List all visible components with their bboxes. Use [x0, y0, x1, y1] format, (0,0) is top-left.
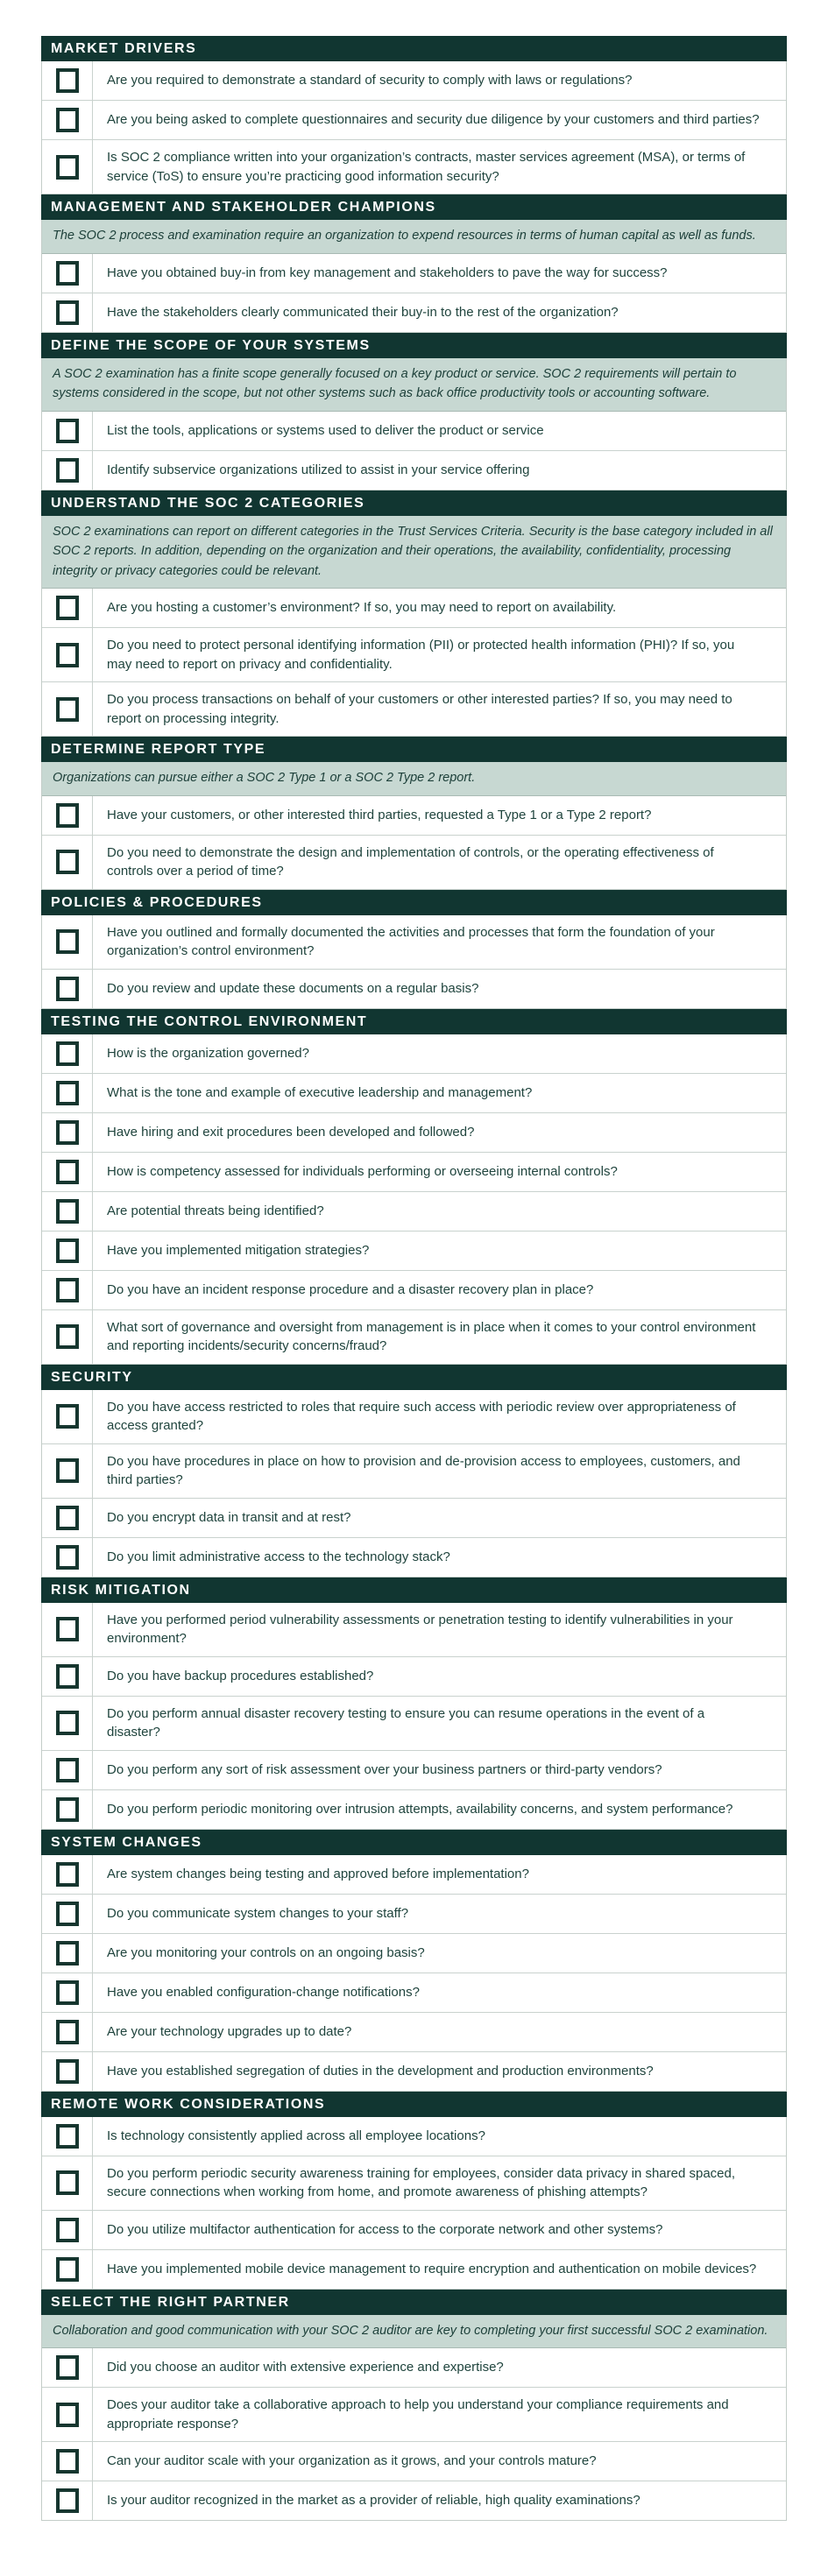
question-label: Have you performed period vulnerability assessments or penetration testing to identify vulnerabilities in your environment?	[107, 1612, 733, 1646]
checkbox[interactable]	[56, 1404, 79, 1429]
section	[42, 1365, 786, 1577]
checkbox[interactable]	[56, 929, 79, 954]
checkbox-cell	[42, 2052, 93, 2091]
checklist-row	[42, 293, 786, 333]
checkbox[interactable]	[56, 1902, 79, 1926]
checkbox[interactable]	[56, 1199, 79, 1224]
question-text	[93, 1192, 786, 1231]
question-label: Do you perform any sort of risk assessment over your business partners or third-party vendors?	[107, 1761, 662, 1777]
checkbox-cell	[42, 1499, 93, 1537]
checkbox-cell	[42, 1538, 93, 1577]
question-label: Have you implemented mitigation strategies?	[107, 1242, 370, 1258]
checkbox-cell	[42, 1310, 93, 1364]
section	[42, 194, 786, 333]
question-text	[93, 1538, 786, 1577]
checkbox-cell	[42, 1444, 93, 1498]
question-text	[93, 2156, 786, 2210]
page	[0, 36, 828, 2521]
question-label: Are system changes being testing and approved before implementation?	[107, 1866, 529, 1881]
question-label: Do you encrypt data in transit and at rest?	[107, 1509, 351, 1525]
question-text	[93, 1603, 786, 1656]
checklist-row	[42, 915, 786, 970]
checklist-row	[42, 101, 786, 140]
checkbox[interactable]	[56, 300, 79, 325]
checkbox-cell	[42, 1192, 93, 1231]
checklist-row	[42, 2156, 786, 2211]
checklist-row	[42, 1895, 786, 1934]
question-text	[93, 628, 786, 681]
section-header: MARKET DRIVERS	[41, 36, 787, 61]
question-text	[93, 1697, 786, 1750]
checkbox-cell	[42, 1271, 93, 1309]
checklist-row	[42, 682, 786, 737]
checklist-row	[42, 61, 786, 101]
checklist-row	[42, 2442, 786, 2481]
checkbox[interactable]	[56, 803, 79, 828]
section-intro: Organizations can pursue either a SOC 2 Type 1 or a SOC 2 Type 2 report.	[42, 762, 786, 796]
question-label: Does your auditor take a collaborative approach to help you understand your compliance requirements and appropriate response?	[107, 2397, 729, 2431]
checkbox[interactable]	[56, 2257, 79, 2282]
checklist-row	[42, 1934, 786, 1973]
checklist-row	[42, 970, 786, 1009]
checkbox[interactable]	[56, 108, 79, 132]
checkbox[interactable]	[56, 1617, 79, 1641]
checkbox-cell	[42, 1113, 93, 1152]
question-text	[93, 451, 786, 490]
checkbox[interactable]	[56, 1797, 79, 1822]
section-header: MANAGEMENT AND STAKEHOLDER CHAMPIONS	[41, 194, 787, 220]
section-intro: The SOC 2 process and examination require an organization to expend resources in terms of human capital as well as funds.	[42, 220, 786, 254]
question-label: Can your auditor scale with your organization as it grows, and your controls mature?	[107, 2453, 597, 2469]
checkbox-cell	[42, 970, 93, 1008]
checkbox[interactable]	[56, 1506, 79, 1530]
checkbox-cell	[42, 2481, 93, 2520]
checkbox-cell	[42, 293, 93, 332]
checkbox-cell	[42, 2348, 93, 2387]
checkbox-cell	[42, 2156, 93, 2210]
checkbox-cell	[42, 1034, 93, 1073]
question-label: Is SOC 2 compliance written into your organization’s contracts, master services agreement (MSA), or terms of service (ToS) to ensure you’re practicing good information security?	[107, 150, 746, 184]
section	[42, 890, 786, 1009]
checkbox-cell	[42, 451, 93, 490]
checkbox[interactable]	[56, 419, 79, 443]
checkbox[interactable]	[56, 2449, 79, 2474]
checkbox[interactable]	[56, 1081, 79, 1105]
question-label: Do you utilize multifactor authentication for access to the corporate network and other systems?	[107, 2221, 663, 2237]
checkbox-cell	[42, 1657, 93, 1696]
checkbox-cell	[42, 254, 93, 293]
question-text	[93, 293, 786, 332]
question-text	[93, 589, 786, 627]
checklist-row	[42, 2250, 786, 2290]
checkbox-cell	[42, 915, 93, 969]
checkbox[interactable]	[56, 1758, 79, 1782]
checklist-row	[42, 1657, 786, 1697]
checklist-row	[42, 2052, 786, 2092]
checklist-row	[42, 2388, 786, 2442]
section-header: SECURITY	[41, 1365, 787, 1390]
question-text	[93, 1310, 786, 1364]
section-intro: SOC 2 examinations can report on different categories in the Trust Services Criteria. Security is the base category included in all SOC 2 reports. In addition, depending on the organization and their operations, the availability, confidentiality, processing integrity or privacy categories could be relevant.	[42, 516, 786, 589]
section-header: REMOTE WORK CONSIDERATIONS	[41, 2092, 787, 2117]
checkbox-cell	[42, 61, 93, 100]
checklist-row	[42, 796, 786, 836]
checklist-row	[42, 1973, 786, 2013]
checkbox[interactable]	[56, 596, 79, 620]
question-text	[93, 1657, 786, 1696]
checklist-row	[42, 2013, 786, 2052]
question-label: Do you have access restricted to roles that require such access with periodic review over appropriateness of access granted?	[107, 1399, 736, 1433]
checkbox[interactable]	[56, 2059, 79, 2084]
question-label: Do you perform periodic security awareness training for employees, consider data privacy in shared spaced, secure connections when working from home, and promote awareness of phishing attempts?	[107, 2165, 736, 2199]
question-label: Have the stakeholders clearly communicated their buy-in to the rest of the organization?	[107, 304, 619, 320]
question-text	[93, 915, 786, 969]
checkbox-cell	[42, 1751, 93, 1789]
question-text	[93, 682, 786, 736]
checklist-row	[42, 1034, 786, 1074]
section	[42, 737, 786, 890]
question-label: Is your auditor recognized in the market as a provider of reliable, high quality examinations?	[107, 2493, 640, 2509]
question-label: Are you required to demonstrate a standard of security to comply with laws or regulations?	[107, 73, 633, 88]
section	[42, 36, 786, 194]
question-text	[93, 2013, 786, 2051]
checkbox[interactable]	[56, 1120, 79, 1145]
checkbox[interactable]	[56, 1041, 79, 1066]
section-intro: A SOC 2 examination has a finite scope generally focused on a key product or service. SOC 2 requirements will pertain to systems considered in the scope, but not other systems such as back office productivity tools or accounting software.	[42, 358, 786, 412]
section	[42, 1830, 786, 2092]
checklist-row	[42, 1499, 786, 1538]
question-label: Identify subservice organizations utilized to assist in your service offering	[107, 462, 530, 477]
question-text	[93, 1232, 786, 1270]
checkbox[interactable]	[56, 977, 79, 1001]
checkbox[interactable]	[56, 2020, 79, 2044]
checkbox[interactable]	[56, 458, 79, 483]
question-text	[93, 1895, 786, 1933]
checkbox-cell	[42, 589, 93, 627]
checklist-row	[42, 2211, 786, 2250]
checkbox-cell	[42, 2388, 93, 2441]
checkbox-cell	[42, 836, 93, 889]
checkbox-cell	[42, 682, 93, 736]
question-label: Do you review and update these documents on a regular basis?	[107, 980, 479, 996]
checkbox-cell	[42, 1973, 93, 2012]
question-text	[93, 2052, 786, 2091]
section	[42, 333, 786, 490]
question-text	[93, 2348, 786, 2387]
checkbox[interactable]	[56, 697, 79, 722]
checklist-row	[42, 140, 786, 194]
checklist-row	[42, 1153, 786, 1192]
checklist-row	[42, 2117, 786, 2156]
checklist-row	[42, 589, 786, 628]
checkbox-cell	[42, 1074, 93, 1112]
checklist-row	[42, 836, 786, 890]
question-text	[93, 2117, 786, 2156]
question-label: Do you need to protect personal identifying information (PII) or protected health information (PHI)? If so, you may need to report on privacy and confidentiality.	[107, 638, 735, 672]
checklist-row	[42, 1697, 786, 1751]
checklist-row	[42, 1271, 786, 1310]
checklist-row	[42, 1390, 786, 1444]
checkbox-cell	[42, 1934, 93, 1973]
question-label: Are potential threats being identified?	[107, 1203, 324, 1218]
checkbox[interactable]	[56, 1711, 79, 1735]
question-text	[93, 2250, 786, 2289]
question-text	[93, 1153, 786, 1191]
checklist-row	[42, 1074, 786, 1113]
checkbox[interactable]	[56, 850, 79, 874]
question-label: List the tools, applications or systems used to deliver the product or service	[107, 422, 544, 438]
question-label: Did you choose an auditor with extensive experience and expertise?	[107, 2360, 504, 2375]
checklist-row	[42, 1538, 786, 1577]
checklist-row	[42, 1232, 786, 1271]
checkbox-cell	[42, 412, 93, 450]
checkbox[interactable]	[56, 2355, 79, 2380]
question-text	[93, 1751, 786, 1789]
checkbox-cell	[42, 2211, 93, 2249]
section	[42, 490, 786, 738]
checkbox[interactable]	[56, 1458, 79, 1483]
checkbox[interactable]	[56, 643, 79, 667]
checkbox-cell	[42, 2442, 93, 2481]
question-text	[93, 1934, 786, 1973]
question-text	[93, 1790, 786, 1829]
checkbox[interactable]	[56, 1664, 79, 1689]
question-label: Do you limit administrative access to the technology stack?	[107, 1549, 450, 1564]
checkbox[interactable]	[56, 2124, 79, 2149]
checklist-row	[42, 254, 786, 293]
question-text	[93, 796, 786, 835]
checkbox-cell	[42, 1153, 93, 1191]
section-header: DETERMINE REPORT TYPE	[41, 737, 787, 762]
checkbox[interactable]	[56, 1980, 79, 2005]
question-label: What is the tone and example of executive leadership and management?	[107, 1084, 533, 1100]
section-header: TESTING THE CONTROL ENVIRONMENT	[41, 1009, 787, 1034]
question-label: Are you being asked to complete questionnaires and security due diligence by your customers and third parties?	[107, 112, 760, 128]
question-text	[93, 2211, 786, 2249]
question-text	[93, 1855, 786, 1894]
question-label: Have you outlined and formally documented the activities and processes that form the foundation of your organization’s control environment?	[107, 924, 715, 958]
checkbox[interactable]	[56, 1239, 79, 1263]
checkbox[interactable]	[56, 2488, 79, 2513]
question-text	[93, 2481, 786, 2520]
checkbox[interactable]	[56, 155, 79, 180]
checklist-row	[42, 1192, 786, 1232]
section	[42, 1577, 786, 1830]
checkbox-cell	[42, 1390, 93, 1443]
checkbox[interactable]	[56, 1324, 79, 1349]
question-text	[93, 1973, 786, 2012]
question-label: Is technology consistently applied across all employee locations?	[107, 2128, 485, 2143]
question-label: Are you hosting a customer’s environment? If so, you may need to report on availability.	[107, 600, 617, 616]
checkbox-cell	[42, 796, 93, 835]
checklist-row	[42, 1751, 786, 1790]
question-text	[93, 61, 786, 100]
checkbox-cell	[42, 1603, 93, 1656]
checklist-row	[42, 1113, 786, 1153]
checkbox[interactable]	[56, 1278, 79, 1302]
question-label: Are your technology upgrades up to date?	[107, 2023, 352, 2039]
section-header: RISK MITIGATION	[41, 1577, 787, 1603]
question-text	[93, 140, 786, 194]
question-text	[93, 2388, 786, 2441]
checkbox[interactable]	[56, 1862, 79, 1887]
checkbox-cell	[42, 2117, 93, 2156]
question-text	[93, 970, 786, 1008]
checklist-row	[42, 412, 786, 451]
checkbox[interactable]	[56, 2218, 79, 2242]
question-label: Have hiring and exit procedures been developed and followed?	[107, 1124, 475, 1140]
checklist-row	[42, 1444, 786, 1499]
checkbox[interactable]	[56, 2403, 79, 2427]
checkbox-cell	[42, 1855, 93, 1894]
checklist-row	[42, 2481, 786, 2520]
question-label: What sort of governance and oversight from management is in place when it comes to your control environment and reporting incidents/security concerns/fraud?	[107, 1319, 756, 1353]
checklist-row	[42, 1310, 786, 1365]
question-label: Do you communicate system changes to your staff?	[107, 1905, 409, 1921]
question-text	[93, 1034, 786, 1073]
question-label: Do you need to demonstrate the design and implementation of controls, or the operating effectiveness of controls over a period of time?	[107, 844, 714, 879]
section-header: POLICIES & PROCEDURES	[41, 890, 787, 915]
section-header: UNDERSTAND THE SOC 2 CATEGORIES	[41, 490, 787, 516]
checkbox[interactable]	[56, 1545, 79, 1570]
question-text	[93, 254, 786, 293]
checkbox-cell	[42, 101, 93, 139]
question-text	[93, 1390, 786, 1443]
checkbox[interactable]	[56, 68, 79, 93]
question-text	[93, 1499, 786, 1537]
section	[42, 2290, 786, 2521]
checklist-row	[42, 1603, 786, 1657]
checklist-row	[42, 2348, 786, 2388]
checkbox-cell	[42, 1895, 93, 1933]
section-header: SYSTEM CHANGES	[41, 1830, 787, 1855]
soc2-checklist	[41, 36, 787, 2521]
question-text	[93, 1271, 786, 1309]
question-label: Have you implemented mobile device management to require encryption and authentication on mobile devices?	[107, 2261, 757, 2276]
question-text	[93, 1074, 786, 1112]
checkbox[interactable]	[56, 1160, 79, 1184]
section-intro: Collaboration and good communication with your SOC 2 auditor are key to completing your first successful SOC 2 examination.	[42, 2315, 786, 2349]
question-label: How is competency assessed for individuals performing or overseeing internal controls?	[107, 1163, 618, 1179]
section-header: DEFINE THE SCOPE OF YOUR SYSTEMS	[41, 333, 787, 358]
question-label: Do you have procedures in place on how to provision and de-provision access to employees, customers, and third parties?	[107, 1453, 740, 1487]
checkbox-cell	[42, 140, 93, 194]
checkbox-cell	[42, 1790, 93, 1829]
checkbox[interactable]	[56, 1941, 79, 1966]
checkbox[interactable]	[56, 261, 79, 286]
checkbox-cell	[42, 628, 93, 681]
question-label: How is the organization governed?	[107, 1045, 309, 1061]
checkbox-cell	[42, 2013, 93, 2051]
checkbox-cell	[42, 1697, 93, 1750]
question-label: Do you have an incident response procedure and a disaster recovery plan in place?	[107, 1281, 594, 1297]
question-label: Have you obtained buy-in from key management and stakeholders to pave the way for success?	[107, 265, 668, 280]
question-label: Have you established segregation of duties in the development and production environments?	[107, 2063, 654, 2078]
question-text	[93, 101, 786, 139]
question-label: Do you process transactions on behalf of your customers or other interested parties? If so, you may need to report on processing integrity.	[107, 692, 732, 726]
question-label: Have you enabled configuration-change notifications?	[107, 1984, 420, 2000]
question-label: Do you perform annual disaster recovery testing to ensure you can resume operations in the event of a disaster?	[107, 1705, 705, 1740]
question-text	[93, 836, 786, 889]
checklist-row	[42, 1855, 786, 1895]
question-label: Do you have backup procedures established?	[107, 1668, 374, 1683]
checkbox[interactable]	[56, 2170, 79, 2195]
question-text	[93, 2442, 786, 2481]
question-label: Are you monitoring your controls on an ongoing basis?	[107, 1944, 425, 1960]
section	[42, 2092, 786, 2290]
question-text	[93, 1113, 786, 1152]
checklist-row	[42, 628, 786, 682]
question-label: Have your customers, or other interested third parties, requested a Type 1 or a Type 2 report?	[107, 807, 652, 822]
checkbox-cell	[42, 1232, 93, 1270]
checkbox-cell	[42, 2250, 93, 2289]
section-header: SELECT THE RIGHT PARTNER	[41, 2290, 787, 2315]
question-text	[93, 412, 786, 450]
section	[42, 1009, 786, 1365]
checklist-row	[42, 1790, 786, 1830]
question-text	[93, 1444, 786, 1498]
question-label: Do you perform periodic monitoring over intrusion attempts, availability concerns, and system performance?	[107, 1801, 733, 1817]
checklist-row	[42, 451, 786, 490]
